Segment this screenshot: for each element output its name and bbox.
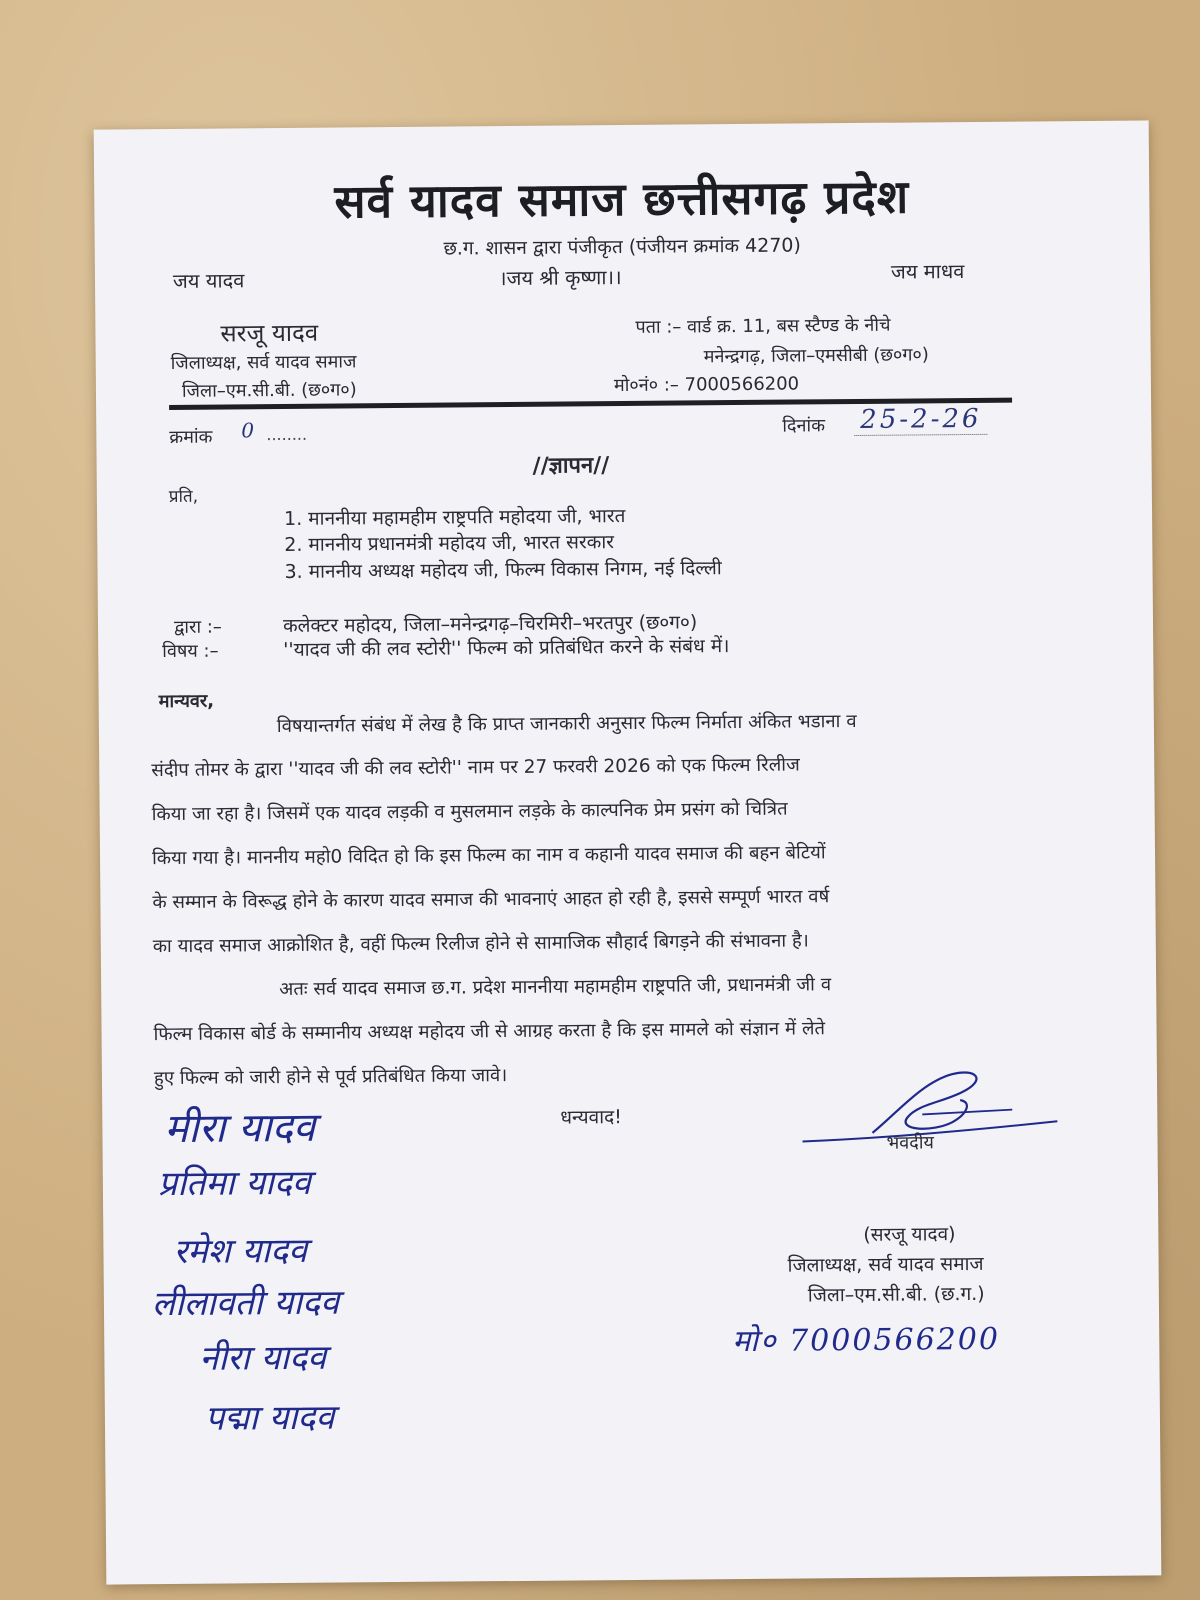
handwritten-signatory: प्रतिमा यादव [157, 1162, 312, 1205]
subject-label: विषय :– [162, 640, 219, 663]
body-line: किया गया है। माननीय महो0 विदित हो कि इस फिल्म का नाम व कहानी यादव समाज की बहन बेटियों [151, 842, 826, 870]
to-label: प्रति, [168, 486, 199, 507]
address-line-1: पता :– वार्ड क्र. 11, बस स्टैण्ड के नीचे [635, 314, 891, 338]
memorandum-sheet [94, 120, 1162, 1584]
sender-district: जिला–एम.सी.बी. (छ०ग०) [181, 379, 357, 402]
recipient-item: 2. माननीय प्रधानमंत्री महोदय जी, भारत सरकार [284, 531, 615, 556]
organization-title: सर्व यादव समाज छत्तीसगढ़ प्रदेश [334, 169, 910, 229]
reference-label: क्रमांक [169, 426, 213, 448]
handwritten-signatory: लीलावती यादव [151, 1282, 340, 1325]
body-line: हुए फिल्म को जारी होने से पूर्व प्रतिबंधित किया जावे। [153, 1065, 508, 1090]
mobile-number: मो०नं० :– 7000566200 [613, 373, 800, 397]
closing-designation: जिलाध्यक्ष, सर्व यादव समाज [787, 1252, 984, 1277]
handwritten-signatory: मीरा यादव [164, 1104, 316, 1153]
reference-value: 0 [241, 418, 255, 443]
body-line: फिल्म विकास बोर्ड के सम्मानीय अध्यक्ष महोदय जी से आग्रह करता है कि इस मामले को संज्ञान में लेते [153, 1018, 826, 1046]
recipient-item: 3. माननीय अध्यक्ष महोदय जी, फिल्म विकास निगम, नई दिल्ली [284, 557, 722, 583]
memo-title: //ज्ञापन// [532, 453, 610, 479]
recipient-item: 1. माननीया महामहीम राष्ट्रपति महोदया जी, भारत [283, 505, 626, 530]
body-line: का यादव समाज आक्रोशित है, वहीं फिल्म रिलीज होने से सामाजिक सौहार्द बिगड़ने की संभावना है। [152, 930, 809, 958]
handwritten-signatory: रमेश यादव [173, 1230, 308, 1272]
closing-district: जिला–एम.सी.बी. (छ.ग.) [807, 1282, 985, 1307]
date-value-handwritten: 25-2-26 [854, 404, 988, 436]
body-line: किया जा रहा है। जिसमें एक यादव लड़की व मुसलमान लड़के के काल्पनिक प्रेम प्रसंग को चित्रित [151, 798, 788, 826]
body-line: अतः सर्व यादव समाज छ.ग. प्रदेश माननीया महामहीम राष्ट्रपति जी, प्रधानमंत्री जी व [279, 974, 832, 1001]
address-line-2: मनेन्द्रगढ़, जिला–एमसीबी (छ०ग०) [703, 344, 929, 368]
handwritten-mobile: मो० 7000566200 [732, 1321, 1001, 1360]
greeting-right: जय माधव [890, 259, 965, 284]
thanks-text: धन्यवाद! [560, 1106, 622, 1129]
sender-name: सरजू यादव [220, 318, 319, 348]
sender-designation: जिलाध्यक्ष, सर्व यादव समाज [170, 351, 357, 374]
reference-dots: ........ [266, 424, 308, 445]
via-label: द्वारा :– [173, 616, 222, 638]
registration-line: छ.ग. शासन द्वारा पंजीकृत (पंजीयन क्रमांक 4270) [443, 234, 801, 260]
handwritten-signatory: नीरा यादव [199, 1337, 327, 1379]
body-line: के सम्मान के विरूद्ध होने के कारण यादव समाज की भावनाएं आहत हो रही है, इससे सम्पूर्ण भारत वर्ष [152, 886, 830, 914]
greeting-left: जय यादव [172, 268, 245, 293]
via-text: कलेक्टर महोदय, जिला–मनेन्द्रगढ़–चिरमिरी–भरतपुर (छ०ग०) [282, 611, 698, 637]
date-label: दिनांक [782, 415, 826, 437]
body-line: विषयान्तर्गत संबंध में लेख है कि प्राप्त जानकारी अनुसार फिल्म निर्माता अंकित भडाना व [276, 710, 857, 738]
salutation: मान्यवर, [158, 690, 215, 713]
handwritten-signatory: पद्मा यादव [204, 1397, 335, 1439]
yours-faithfully: भवदीय [886, 1132, 934, 1154]
body-line: संदीप तोमर के द्वारा ''यादव जी की लव स्टोरी'' नाम पर 27 फरवरी 2026 को एक फिल्म रिलीज [151, 754, 800, 782]
closing-name: (सरजू यादव) [863, 1223, 956, 1246]
subject-text: ''यादव जी की लव स्टोरी'' फिल्म को प्रतिबंधित करने के संबंध में। [283, 635, 730, 661]
greeting-center: ।जय श्री कृष्णा।। [498, 265, 622, 291]
